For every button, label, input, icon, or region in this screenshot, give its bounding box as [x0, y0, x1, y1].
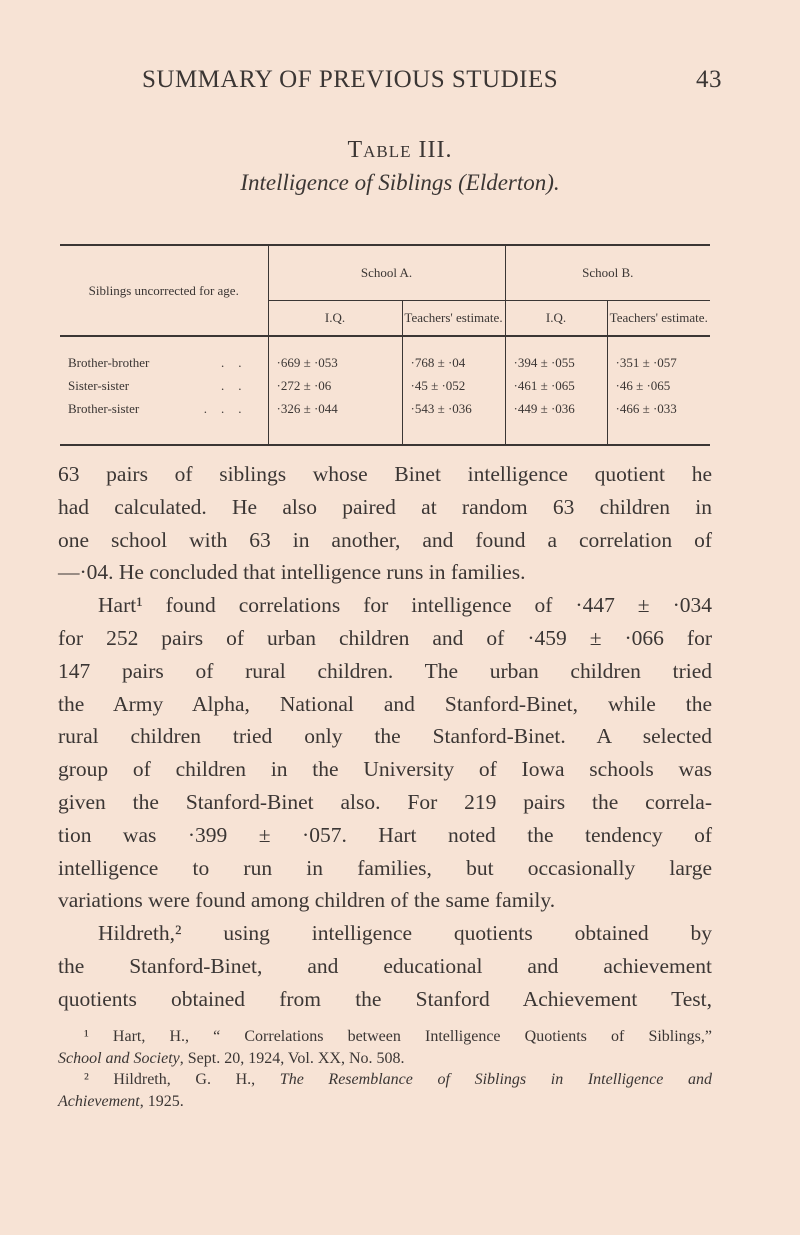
table-cell: ·394 ± ·055 [505, 336, 607, 374]
text-line: the Stanford-Binet, and educational and achievement [58, 953, 712, 978]
running-head [142, 66, 722, 94]
footnote-text: Achievement [58, 1092, 140, 1110]
column-header: Teachers' estimate. [607, 301, 710, 337]
table-cell: ·449 ± ·036 [505, 397, 607, 445]
footnote-line [58, 1069, 712, 1091]
footnotes [58, 1026, 712, 1112]
text-line: variations were found among children of the same family. [58, 888, 556, 913]
column-header: I.Q. [268, 301, 402, 337]
text-line: one school with 63 in another, and found a correlation of [58, 527, 712, 552]
table-title: Table III. [347, 137, 453, 163]
leader-dots: .. [221, 377, 256, 393]
text-line: given the Stanford-Binet also. For 219 pairs the correla- [58, 789, 712, 814]
footnote-line [58, 1026, 712, 1048]
footnote-text: , Sept. 20, 1924, Vol. XX, No. 508. [179, 1049, 405, 1067]
leader-dots: ... [203, 400, 256, 416]
table-cell: ·669 ± ·053 [268, 336, 402, 374]
table-cell: ·543 ± ·036 [402, 397, 505, 445]
table-cell: ·326 ± ·044 [268, 397, 402, 445]
footnote-text: , 1925. [139, 1092, 184, 1110]
running-title: SUMMARY OF PREVIOUS STUDIES [142, 66, 559, 93]
text-line: for 252 pairs of urban children and of ·459 ± ·066 for [58, 625, 712, 650]
text-line: group of children in the University of Iowa schools was [58, 757, 712, 782]
text-line: intelligence to run in families, but occasionally large [58, 855, 712, 880]
row-label-text: Brother-sister [68, 400, 140, 416]
text-line: 63 pairs of siblings whose Binet intelligence quotient he [58, 462, 712, 486]
table-subtitle: Intelligence of Siblings (Elderton). [240, 170, 560, 195]
footnote-text: ¹ Hart, H., “ Correlations between Intelligence Quotients of Siblings,” [84, 1028, 712, 1045]
row-header: Siblings uncorrected for age. [60, 245, 268, 336]
footnote-text: The Resemblance of Siblings in Intelligence and [279, 1071, 713, 1088]
leader-dots: .. [221, 354, 256, 370]
row-label [60, 397, 268, 445]
table-row [60, 397, 710, 445]
row-label-text: Brother-brother [68, 354, 150, 370]
text-line: the Army Alpha, National and Stanford-Binet, while the [58, 691, 712, 716]
footnote-text: ² Hildreth, G. H., [84, 1071, 280, 1088]
group-header: School B. [505, 245, 710, 301]
table-cell: ·461 ± ·065 [505, 374, 607, 397]
footnote-text: School and Society [58, 1049, 180, 1067]
text-line: had calculated. He also paired at random 63 children in [58, 494, 712, 519]
table-cell: ·45 ± ·052 [402, 374, 505, 397]
text-line: Hart¹ found correlations for intelligence of ·447 ± ·034 [98, 593, 712, 618]
table-cell: ·768 ± ·04 [402, 336, 505, 374]
data-table [60, 244, 710, 446]
row-label [60, 336, 268, 374]
table-row [60, 374, 710, 397]
text-line: Hildreth,² using intelligence quotients obtained by [98, 921, 712, 946]
text-line: quotients obtained from the Stanford Achievement Test, [58, 986, 712, 1011]
text-line: tion was ·399 ± ·057. Hart noted the tendency of [58, 822, 712, 847]
footnote-line [58, 1048, 712, 1070]
table-cell: ·46 ± ·065 [607, 374, 710, 397]
text-line: 147 pairs of rural children. The urban children tried [58, 658, 712, 683]
table-cell: ·272 ± ·06 [268, 374, 402, 397]
page-number: 43 [696, 66, 722, 93]
footnote-line [58, 1091, 712, 1113]
table-row [60, 336, 710, 374]
column-header: I.Q. [505, 301, 607, 337]
column-header: Teachers' estimate. [402, 301, 505, 337]
body-text [58, 458, 712, 1016]
text-line: rural children tried only the Stanford-Binet. A selected [58, 724, 712, 749]
text-line: —·04. He concluded that intelligence runs in families. [58, 560, 526, 585]
table-cell: ·351 ± ·057 [607, 336, 710, 374]
row-label [60, 374, 268, 397]
group-header: School A. [268, 245, 505, 301]
table-cell: ·466 ± ·033 [607, 397, 710, 445]
row-label-text: Sister-sister [68, 377, 130, 393]
